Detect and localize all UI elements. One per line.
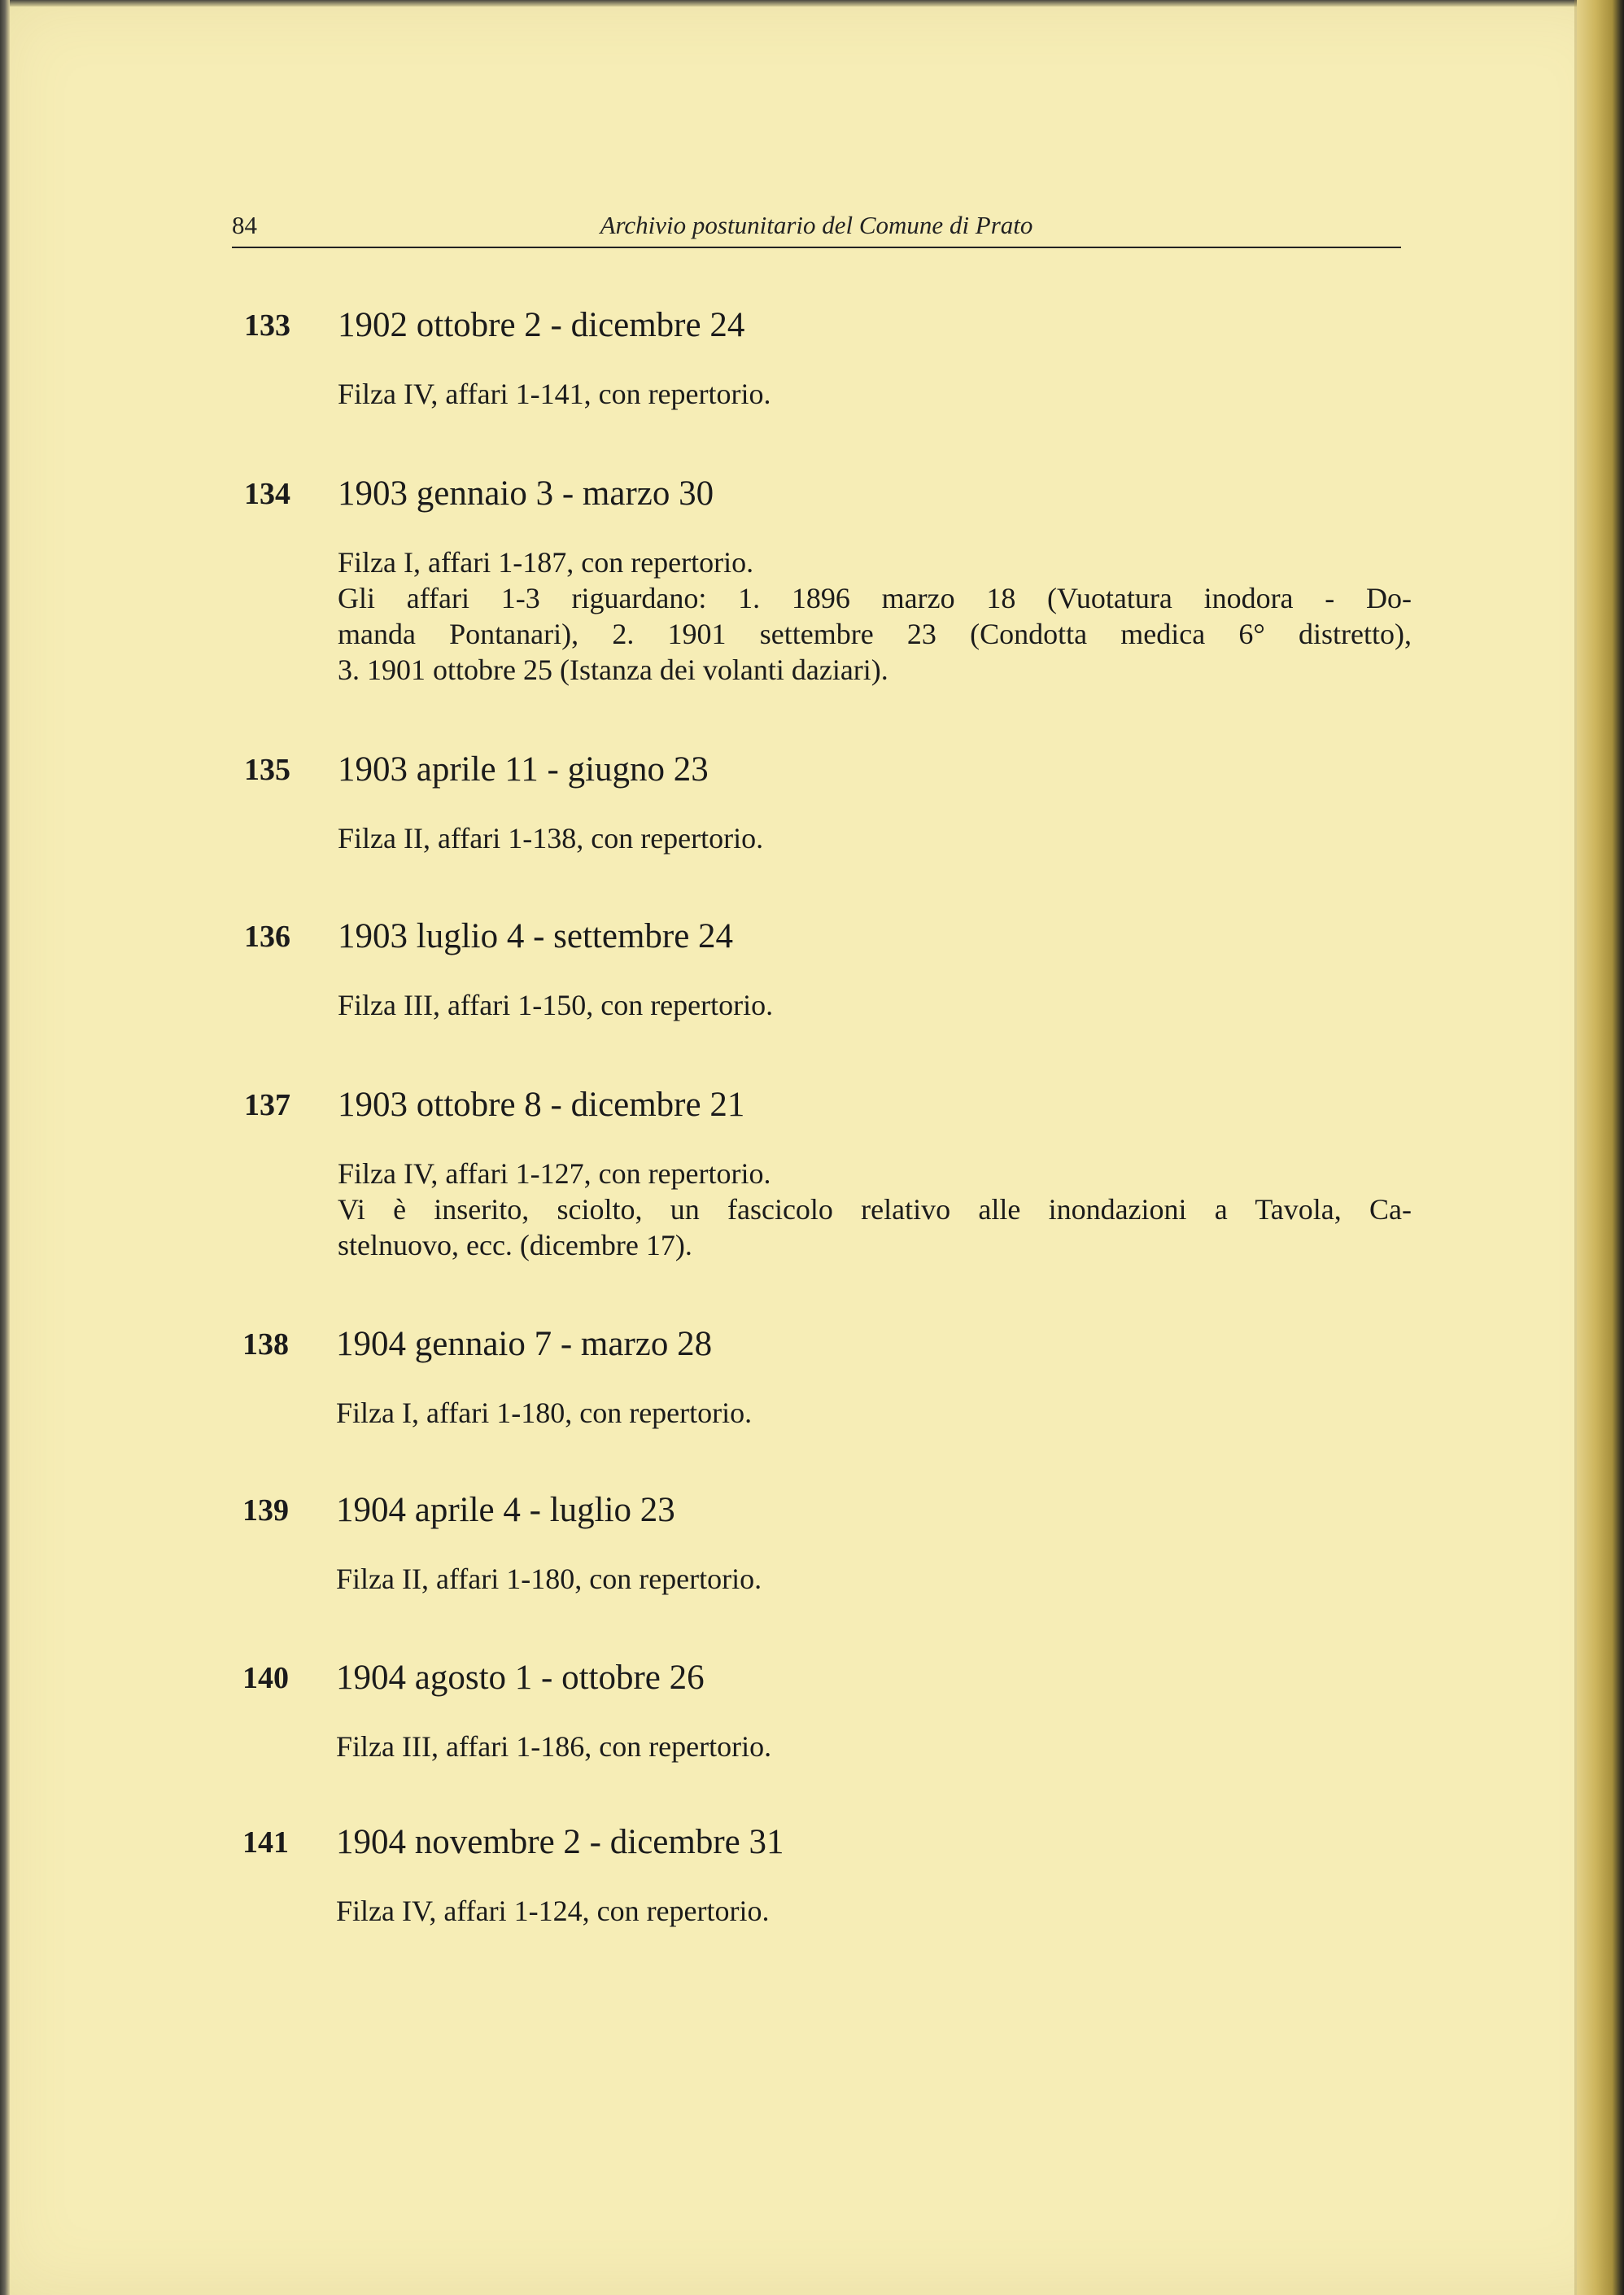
entry-description [338, 820, 1412, 856]
description-line: manda Pontanari), 2. 1901 settembre 23 (Condotta medica 6° distretto), [338, 618, 1412, 650]
description-line: Vi è inserito, sciolto, un fascicolo relativo alle inondazioni a Tavola, Ca- [338, 1193, 1412, 1226]
entry-date-range: 1903 aprile 11 - giugno 23 [338, 750, 709, 789]
entry-number: 140 [242, 1661, 289, 1695]
entry-date-range: 1904 aprile 4 - luglio 23 [336, 1491, 675, 1529]
entry-number: 141 [242, 1825, 289, 1860]
entry-date-range: 1904 novembre 2 - dicembre 31 [336, 1823, 784, 1861]
entry-number: 135 [244, 753, 290, 787]
entry-description [336, 1561, 1410, 1597]
page-number: 84 [232, 211, 257, 239]
description-line: Filza II, affari 1-180, con repertorio. [336, 1563, 762, 1595]
description-line: 3. 1901 ottobre 25 (Istanza dei volanti daziari). [338, 654, 888, 686]
running-title: Archivio postunitario del Comune di Prato [600, 211, 1033, 239]
entry-date-range: 1904 gennaio 7 - marzo 28 [336, 1325, 713, 1363]
entry-description [336, 1395, 1410, 1431]
description-line: Filza IV, affari 1-127, con repertorio. [338, 1157, 771, 1190]
entry-description [336, 1893, 1410, 1929]
entry-number: 139 [242, 1493, 289, 1528]
entry-description [338, 544, 1412, 688]
description-line: Filza II, affari 1-138, con repertorio. [338, 822, 764, 855]
entry-description [336, 1729, 1410, 1764]
description-line: stelnuovo, ecc. (dicembre 17). [338, 1229, 692, 1261]
description-line: Filza III, affari 1-150, con repertorio. [338, 989, 774, 1021]
description-line: Filza III, affari 1-186, con repertorio. [336, 1730, 772, 1763]
entry-date-range: 1903 luglio 4 - settembre 24 [338, 917, 734, 955]
entry-number: 138 [242, 1327, 289, 1362]
description-line: Filza IV, affari 1-124, con repertorio. [336, 1895, 770, 1927]
description-line: Gli affari 1-3 riguardano: 1. 1896 marzo 18 (Vuotatura inodora - Do- [338, 582, 1412, 614]
entry-number: 137 [244, 1088, 290, 1122]
entry-date-range: 1903 gennaio 3 - marzo 30 [338, 474, 714, 513]
entry-description [338, 376, 1412, 412]
entry-number: 133 [244, 308, 290, 343]
entry-date-range: 1903 ottobre 8 - dicembre 21 [338, 1086, 745, 1124]
entry-description [338, 1156, 1412, 1263]
entry-date-range: 1902 ottobre 2 - dicembre 24 [338, 306, 745, 344]
entry-number: 134 [244, 477, 290, 511]
entry-description [338, 987, 1412, 1023]
description-line: Filza I, affari 1-180, con repertorio. [336, 1397, 753, 1429]
description-line: Filza IV, affari 1-141, con repertorio. [338, 378, 771, 410]
entry-date-range: 1904 agosto 1 - ottobre 26 [336, 1659, 705, 1697]
entry-number: 136 [244, 920, 290, 954]
description-line: Filza I, affari 1-187, con repertorio. [338, 546, 754, 579]
